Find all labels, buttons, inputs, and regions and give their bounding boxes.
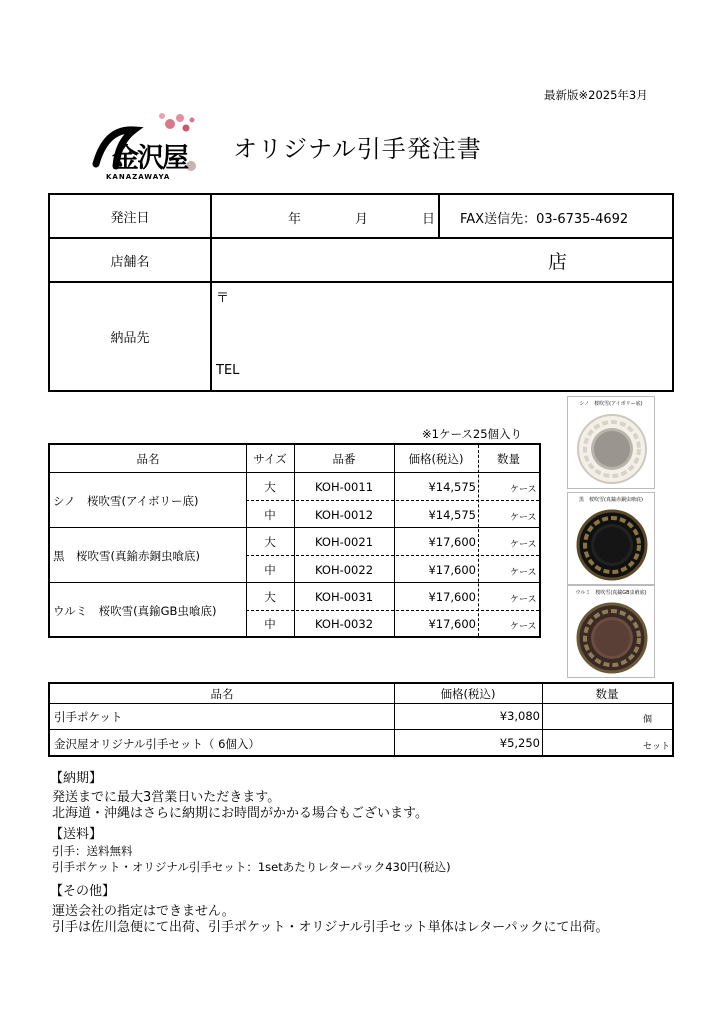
order-date-label: 発注日	[110, 210, 150, 226]
row-line	[50, 703, 672, 704]
unit-label: ケース	[510, 568, 537, 578]
unit-label: ケース	[510, 540, 537, 550]
price-cell: ¥17,600	[428, 535, 476, 549]
unit-label: セット	[643, 742, 671, 752]
order-year-label: 年	[288, 212, 302, 227]
code-cell: KOH-0032	[314, 616, 374, 631]
page-title: オリジナル引手発注書	[233, 135, 482, 163]
hikite-table	[48, 443, 541, 638]
other-note: 引手は佐川急便にて出荷、引手ポケット・オリジナル引手セット単体はレターパックにて出荷。	[52, 920, 609, 935]
code-cell: KOH-0022	[314, 562, 374, 577]
header-product-code: 品番	[332, 451, 356, 466]
photo-caption: ウルミ 桜吹雪(真鍮GB虫喰底)	[575, 590, 647, 596]
price-cell: ¥17,600	[428, 563, 476, 577]
edition-label: 最新版※2025年3月	[544, 88, 648, 102]
delivery-tel-label: TEL	[216, 363, 240, 378]
postal-mark: 〒	[216, 291, 230, 306]
size-cell: 大	[264, 534, 276, 549]
order-day-label: 日	[422, 212, 436, 227]
other-note: 運送会社の指定はできません。	[52, 904, 235, 919]
price-cell: ¥5,250	[499, 736, 540, 750]
price-cell: ¥14,575	[428, 480, 476, 494]
ivory-hikite-icon	[574, 411, 650, 487]
price-cell: ¥17,600	[428, 617, 476, 631]
code-cell: KOH-0012	[314, 507, 374, 522]
delivery-label: 納品先	[110, 331, 150, 346]
col-line	[394, 445, 395, 636]
brown-hikite-icon	[574, 600, 650, 676]
header-quantity: 数量	[497, 451, 520, 466]
unit-label: ケース	[510, 513, 537, 523]
fax-number: FAX送信先：03-6735-4692	[460, 212, 629, 227]
header-size: サイズ	[253, 451, 287, 466]
row-line	[50, 729, 672, 730]
size-cell: 大	[264, 479, 276, 494]
product-name: 黒 桜吹雪(真鍮赤銅虫喰底)	[53, 549, 200, 563]
size-cell: 中	[264, 562, 276, 577]
product-photo-shino	[567, 396, 655, 489]
product-photo-kuro	[567, 492, 655, 585]
code-cell: KOH-0011	[314, 479, 374, 494]
size-cell: 中	[264, 507, 276, 522]
store-name-label: 店舗名	[110, 254, 150, 270]
delivery-heading: 【納期】	[50, 771, 103, 786]
unit-label: ケース	[510, 595, 537, 605]
logo	[88, 108, 208, 188]
photo-caption: 黒 桜吹雪(真鍮赤銅虫喰底)	[579, 497, 643, 503]
product-name: 金沢屋オリジナル引手セット（ 6個入）	[54, 737, 260, 751]
quantity-input[interactable]	[546, 732, 634, 753]
col-line	[394, 684, 395, 755]
store-suffix: 店	[548, 251, 568, 273]
code-cell: KOH-0031	[314, 589, 374, 604]
code-cell: KOH-0021	[314, 534, 374, 549]
delivery-note: 発送までに最大3営業日いただきます。	[52, 790, 281, 805]
col-line	[478, 445, 479, 636]
order-month-label: 月	[355, 212, 369, 227]
form-divider	[438, 195, 440, 239]
header-product-name: 品名	[210, 686, 234, 701]
shipping-note: 引手ポケット・オリジナル引手セット：1setあたりレターパック430円(税込)	[52, 860, 451, 874]
header-product-name: 品名	[136, 451, 160, 466]
delivery-note: 北海道・沖縄はさらに納期にお時間がかかる場合もございます。	[52, 806, 428, 821]
delivery-address-field[interactable]	[236, 285, 666, 353]
order-form	[48, 193, 674, 392]
size-cell: 中	[264, 616, 276, 631]
other-heading: 【その他】	[50, 884, 116, 899]
photo-caption: シノ 桜吹雪(アイボリー底)	[579, 401, 643, 407]
product-photo-urumi	[567, 585, 655, 678]
form-divider	[210, 195, 212, 390]
black-hikite-icon	[574, 507, 650, 583]
quantity-input[interactable]	[546, 706, 634, 728]
order-date-field[interactable]	[214, 199, 434, 233]
size-cell: 大	[264, 589, 276, 604]
product-name: 引手ポケット	[54, 710, 123, 724]
unit-label: ケース	[510, 622, 537, 632]
header-price: 価格(税込)	[408, 451, 464, 466]
unit-label: 個	[643, 715, 653, 725]
header-price: 価格(税込)	[440, 686, 496, 701]
product-name: シノ 桜吹雪(アイボリー底)	[53, 494, 199, 508]
shipping-heading: 【送料】	[50, 827, 103, 842]
unit-label: ケース	[510, 485, 537, 495]
logo-name: 金沢屋	[112, 143, 187, 174]
accessory-table	[48, 682, 674, 757]
product-name: ウルミ 桜吹雪(真鍮GB虫喰底)	[53, 604, 217, 618]
price-cell: ¥3,080	[499, 709, 540, 723]
price-cell: ¥14,575	[428, 508, 476, 522]
col-line	[542, 684, 543, 755]
case-note: ※1ケース25個入り	[422, 427, 523, 441]
logo-romaji: KANAZAWAYA	[106, 173, 171, 181]
price-cell: ¥17,600	[428, 590, 476, 604]
store-name-field[interactable]	[214, 243, 534, 277]
header-quantity: 数量	[595, 686, 619, 701]
delivery-tel-field[interactable]	[250, 357, 666, 387]
shipping-note: 引手：送料無料	[52, 844, 133, 858]
